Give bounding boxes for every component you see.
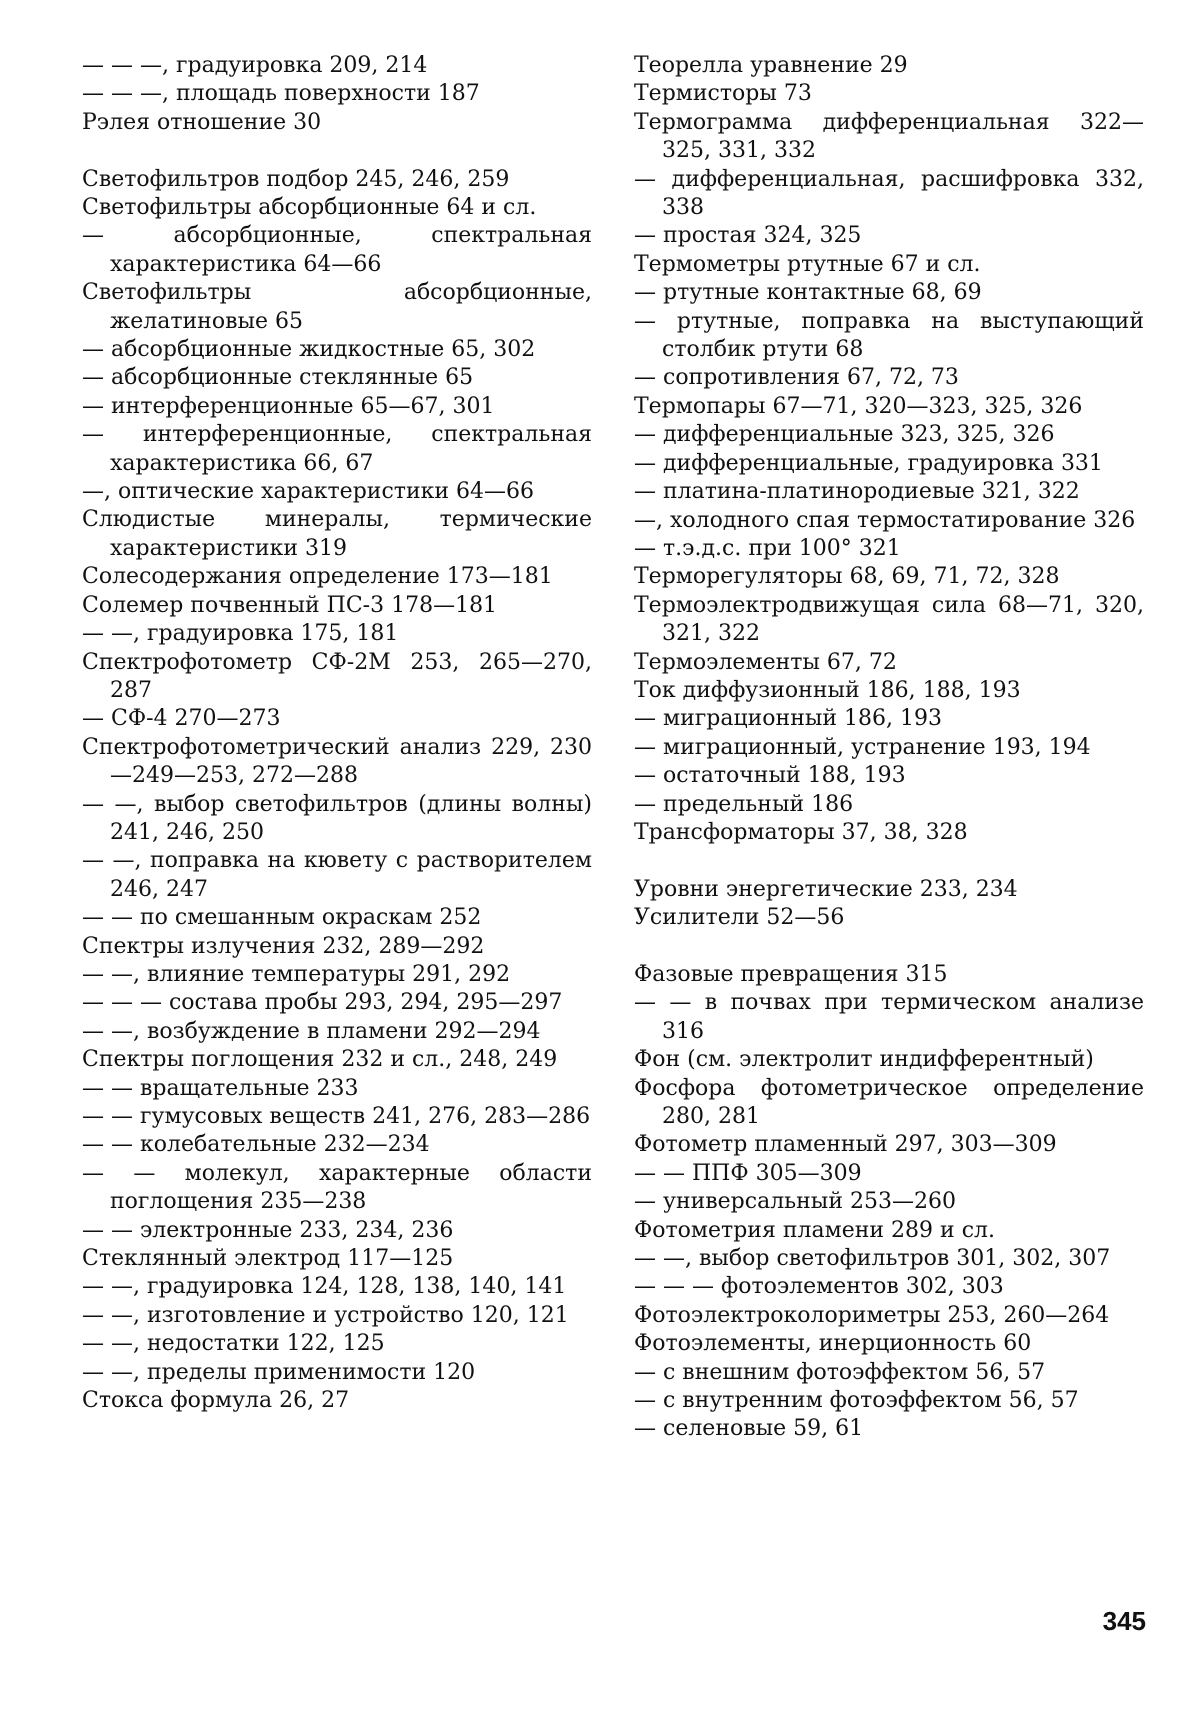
index-entry: — абсорбционные, спектральная характеристика 64—66 bbox=[82, 223, 592, 277]
index-entry: Спектрофотометр СФ-2М 253, 265—270, 287 bbox=[82, 649, 592, 703]
index-entry: — сопротивления 67, 72, 73 bbox=[634, 365, 959, 391]
index-entry: Теорелла уравнение 29 bbox=[634, 53, 908, 78]
index-entry: — платина-платинородиевые 321, 322 bbox=[634, 479, 1080, 505]
index-entry: Спектры поглощения 232 и сл., 248, 249 bbox=[82, 1047, 558, 1073]
index-entry: — селеновые 59, 61 bbox=[634, 1416, 864, 1442]
index-entry: Фосфора фотометрическое определение 280, 281 bbox=[634, 1075, 1144, 1129]
index-entry: Фон (см. электролит индифферентный) bbox=[634, 1047, 1094, 1073]
index-entry: — с внутренним фотоэффектом 56, 57 bbox=[634, 1388, 1079, 1414]
index-entry: Светофильтров подбор 245, 246, 259 bbox=[82, 166, 510, 192]
index-entry: Фазовые превращения 315 bbox=[634, 961, 948, 987]
index-entry: Солесодержания определение 173—181 bbox=[82, 564, 553, 590]
index-entry: — интерференционные, спектральная характеристика 66, 67 bbox=[82, 422, 592, 476]
index-entry: Фотометрия пламени 289 и сл. bbox=[634, 1217, 995, 1243]
index-entry: — — —, площадь поверхности 187 bbox=[82, 81, 480, 107]
index-entry: — —, влияние температуры 291, 292 bbox=[82, 961, 511, 987]
index-entry: — —, поправка на кювету с растворителем 246, 247 bbox=[82, 848, 592, 902]
index-entry: — — в почвах при термическом анализе 316 bbox=[634, 990, 1144, 1044]
index-entry: Терморегуляторы 68, 69, 71, 72, 328 bbox=[634, 564, 1060, 590]
index-entry: — миграционный 186, 193 bbox=[634, 706, 943, 732]
index-entry: — — электронные 233, 234, 236 bbox=[82, 1217, 454, 1243]
index-entry: — — — состава пробы 293, 294, 295—297 bbox=[82, 990, 563, 1016]
index-entry: — — по смешанным окраскам 252 bbox=[82, 905, 482, 931]
index-column-right bbox=[634, 52, 1144, 1444]
index-entry: — дифференциальные, градуировка 331 bbox=[634, 450, 1103, 476]
index-entry: — — вращательные 233 bbox=[82, 1075, 359, 1101]
index-entry: — — молекул, характерные области поглощения 235—238 bbox=[82, 1160, 592, 1215]
index-entry: Рэлея отношение 30 bbox=[82, 109, 322, 135]
index-entry: — СФ-4 270—273 bbox=[82, 706, 281, 732]
index-entry: — предельный 186 bbox=[634, 791, 854, 817]
index-entry: Термограмма дифференциальная 322—325, 331, 332 bbox=[634, 109, 1144, 164]
index-entry: Спектры излучения 232, 289—292 bbox=[82, 933, 485, 959]
index-entry: — остаточный 188, 193 bbox=[634, 763, 906, 789]
index-entry: Термопары 67—71, 320—323, 325, 326 bbox=[634, 393, 1083, 419]
index-entry: Фотоэлектроколориметры 253, 260—264 bbox=[634, 1302, 1110, 1328]
index-entry: Стеклянный электрод 117—125 bbox=[82, 1246, 454, 1272]
index-entry: —, оптические характеристики 64—66 bbox=[82, 479, 534, 505]
index-entry: — интерференционные 65—67, 301 bbox=[82, 393, 495, 419]
index-entry: — т.э.д.с. при 100° 321 bbox=[634, 535, 901, 561]
index-entry: Стокса формула 26, 27 bbox=[82, 1388, 350, 1414]
index-entry: — —, возбуждение в пламени 292—294 bbox=[82, 1018, 541, 1044]
index-entry: Слюдистые минералы, термические характеристики 319 bbox=[82, 507, 592, 561]
index-entry: — —, недостатки 122, 125 bbox=[82, 1331, 385, 1357]
index-entry: Спектрофотометрический анализ 229, 230—249—253, 272—288 bbox=[82, 734, 592, 789]
index-section-gap bbox=[634, 847, 1144, 875]
index-entry: Термометры ртутные 67 и сл. bbox=[634, 251, 981, 277]
index-column-left bbox=[82, 52, 592, 1415]
index-entry: — —, выбор светофильтров (длины волны) 241, 246, 250 bbox=[82, 791, 592, 845]
index-section-gap bbox=[634, 933, 1144, 961]
index-entry: — — ППФ 305—309 bbox=[634, 1160, 862, 1186]
index-entry: — ртутные, поправка на выступающий столбик ртути 68 bbox=[634, 308, 1144, 363]
index-entry: Термоэлектродвижущая сила 68—71, 320, 321, 322 bbox=[634, 592, 1144, 647]
page-number: 345 bbox=[1102, 1606, 1146, 1636]
index-entry: — с внешним фотоэффектом 56, 57 bbox=[634, 1359, 1046, 1385]
index-entry: — — —, градуировка 209, 214 bbox=[82, 53, 428, 78]
index-entry: — — колебательные 232—234 bbox=[82, 1132, 430, 1158]
index-entry: — абсорбционные жидкостные 65, 302 bbox=[82, 337, 536, 363]
index-entry: Уровни энергетические 233, 234 bbox=[634, 876, 1018, 902]
index-entry: Фотоэлементы, инерционность 60 bbox=[634, 1331, 1032, 1357]
index-entry: Ток диффузионный 186, 188, 193 bbox=[634, 677, 1021, 703]
index-entry: — —, градуировка 175, 181 bbox=[82, 621, 399, 647]
index-entry: — дифференциальные 323, 325, 326 bbox=[634, 422, 1055, 448]
index-entry: — простая 324, 325 bbox=[634, 223, 862, 249]
index-entry: Фотометр пламенный 297, 303—309 bbox=[634, 1132, 1057, 1158]
index-entry: — —, выбор светофильтров 301, 302, 307 bbox=[634, 1246, 1111, 1272]
index-section-gap bbox=[82, 137, 592, 165]
index-entry: — дифференциальная, расшифровка 332, 338 bbox=[634, 166, 1144, 221]
index-entry: Солемер почвенный ПС-3 178—181 bbox=[82, 592, 498, 618]
index-entry: Светофильтры абсорбционные 64 и сл. bbox=[82, 195, 537, 221]
index-entry: —, холодного спая термостатирование 326 bbox=[634, 507, 1136, 533]
index-entry: — —, градуировка 124, 128, 138, 140, 141 bbox=[82, 1274, 567, 1300]
index-entry: — —, изготовление и устройство 120, 121 bbox=[82, 1302, 569, 1328]
index-entry: Термисторы 73 bbox=[634, 81, 812, 107]
index-entry: — абсорбционные стеклянные 65 bbox=[82, 365, 474, 391]
index-entry: — — гумусовых веществ 241, 276, 283—286 bbox=[82, 1104, 591, 1130]
index-entry: — миграционный, устранение 193, 194 bbox=[634, 734, 1091, 760]
index-entry: — — — фотоэлементов 302, 303 bbox=[634, 1274, 1004, 1300]
index-entry: Трансформаторы 37, 38, 328 bbox=[634, 819, 968, 845]
index-entry: Термоэлементы 67, 72 bbox=[634, 649, 897, 675]
index-entry: — —, пределы применимости 120 bbox=[82, 1359, 476, 1385]
index-entry: Усилители 52—56 bbox=[634, 905, 845, 931]
index-entry: — ртутные контактные 68, 69 bbox=[634, 280, 982, 306]
index-entry: — универсальный 253—260 bbox=[634, 1189, 956, 1215]
index-entry: Светофильтры абсорбционные, желатиновые 65 bbox=[82, 280, 592, 334]
